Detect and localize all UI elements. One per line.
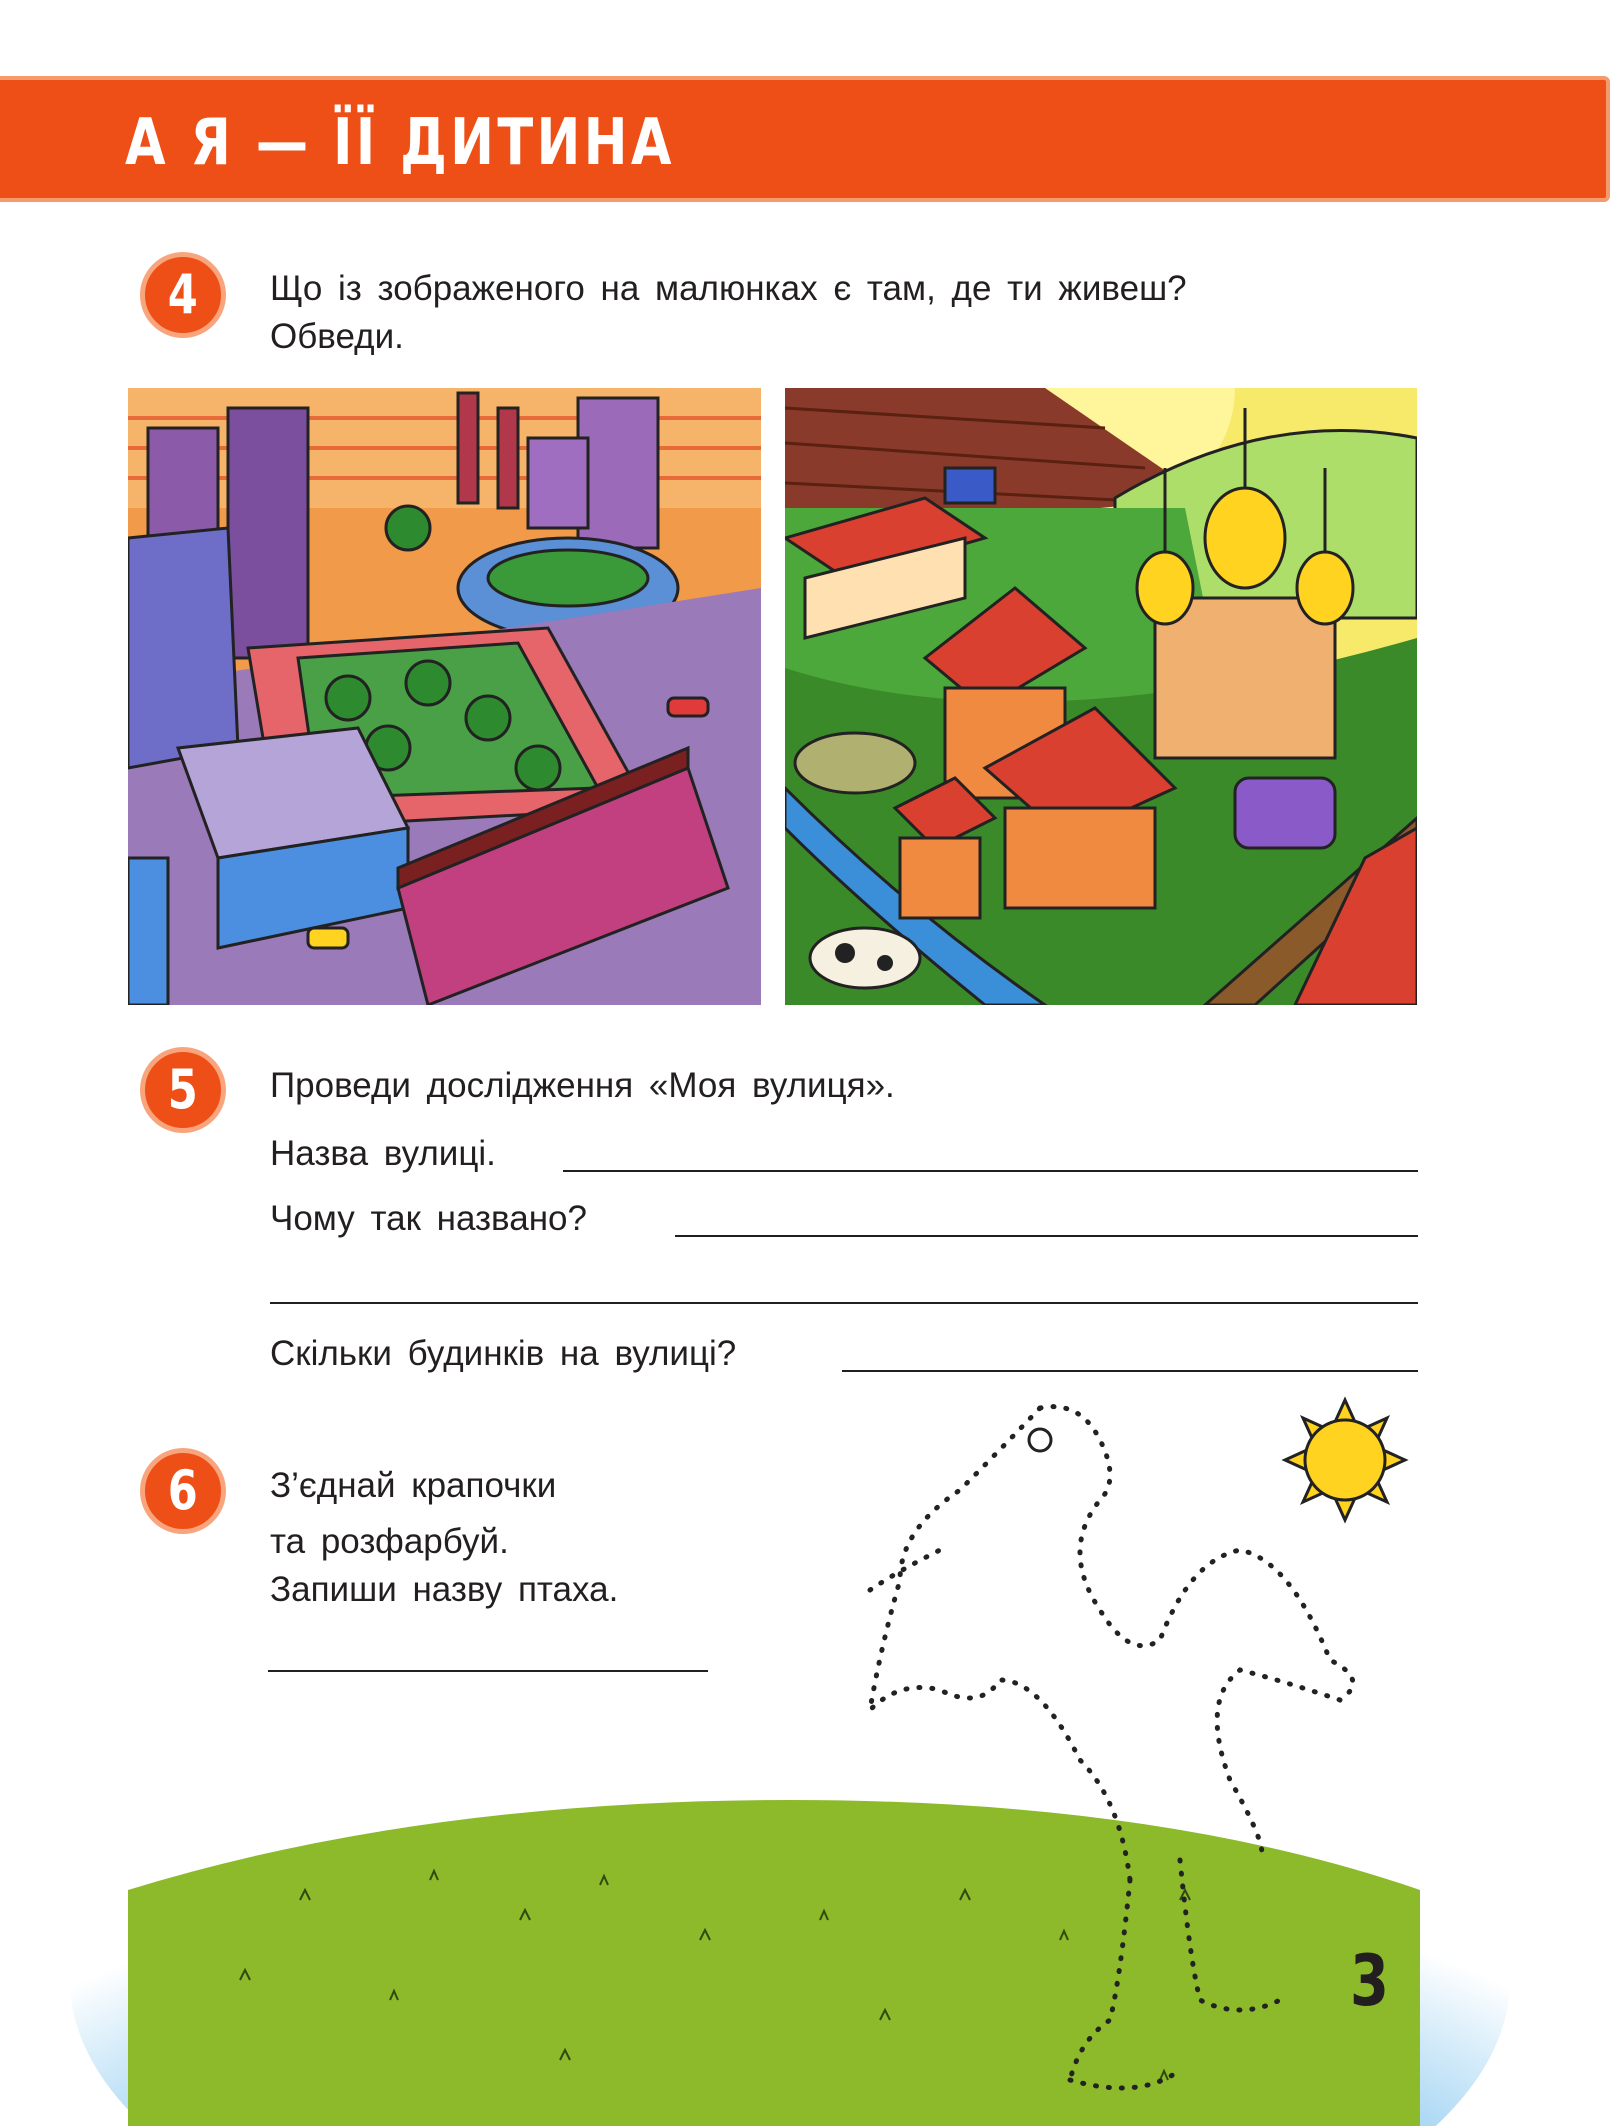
task-5-title: Проведи дослідження «Моя вулиця». — [270, 1066, 895, 1105]
bird-eye — [1029, 1429, 1051, 1451]
task-number-badge — [140, 1047, 226, 1133]
chapter-banner — [0, 76, 1610, 202]
task-6-instruction-line2: та розфарбуй. — [270, 1522, 509, 1561]
why-named-answer-line-2[interactable] — [270, 1302, 1418, 1304]
why-named-label: Чому так названо? — [270, 1199, 587, 1238]
houses-count-label: Скільки будинків на вулиці? — [270, 1334, 737, 1373]
street-name-answer-line[interactable] — [563, 1170, 1418, 1172]
village-drawing — [785, 388, 1417, 1005]
task-number: 6 — [167, 1459, 199, 1522]
task-6-instruction-line1: З’єднай крапочки — [270, 1466, 557, 1505]
task-number-badge — [140, 1448, 226, 1534]
street-name-label: Назва вулиці. — [270, 1134, 496, 1173]
bird-name-answer-line[interactable] — [268, 1670, 708, 1672]
chapter-title: А Я — ЇЇ ДИТИНА — [125, 106, 675, 180]
city-drawing — [128, 388, 761, 1005]
task-6-instruction-line3: Запиши назву птаха. — [270, 1570, 619, 1609]
task-4-instruction-line2: Обведи. — [270, 317, 404, 356]
village-illustration — [785, 388, 1417, 1005]
sun-icon — [1285, 1400, 1405, 1520]
page-number: 3 — [1350, 1940, 1389, 2022]
task-number: 5 — [167, 1058, 199, 1121]
houses-count-answer-line[interactable] — [842, 1370, 1418, 1372]
task-number: 4 — [167, 263, 199, 326]
task-number-badge — [140, 252, 226, 338]
city-illustration — [128, 388, 761, 1005]
task-4-instruction-line1: Що із зображеного на малюнках є там, де ти живеш? — [270, 269, 1187, 308]
why-named-answer-line[interactable] — [675, 1235, 1418, 1237]
